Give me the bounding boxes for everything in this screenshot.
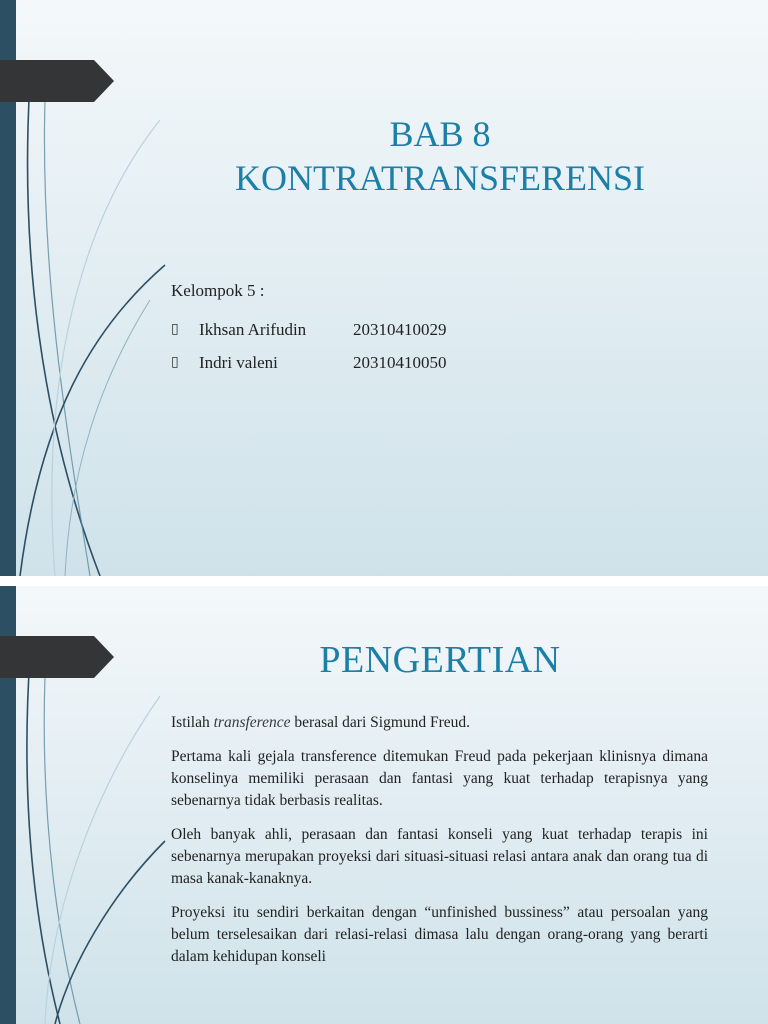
paragraph-1-prefix: Istilah — [171, 714, 214, 731]
member-row — [171, 346, 493, 379]
group-members — [171, 281, 493, 379]
arrow-tab — [0, 60, 114, 102]
slide-title — [160, 112, 720, 200]
paragraph-1-suffix: berasal dari Sigmund Freud. — [290, 714, 471, 731]
arrow-tab — [0, 636, 114, 678]
member-id: 20310410029 — [353, 319, 447, 339]
bullet-icon: ▯ — [171, 322, 179, 337]
paragraph-2: Pertama kali gejala transference ditemukan Freud pada pekerjaan klinisnya dimana konselinya memiliki perasaan dan fantasi yang kuat terhadap terapisnya yang sebenarnya tidak berbasis realitas. — [171, 748, 708, 809]
paragraph-4: Proyeksi itu sendiri berkaitan dengan “unfinished bussiness” atau persoalan yang belum terselesaikan dari relasi-relasi dimasa lalu dengan orang-orang yang berarti dalam kehidupan konseli — [171, 904, 708, 965]
definition-slide — [0, 586, 768, 1024]
member-name: Indri valeni — [199, 352, 278, 372]
slide-title: PENGERTIAN — [319, 639, 561, 681]
member-name: Ikhsan Arifudin — [199, 319, 307, 339]
italic-term: transference — [213, 714, 291, 731]
title-line-1: BAB 8 — [389, 114, 491, 154]
bullet-icon: ▯ — [171, 355, 179, 370]
member-row — [171, 313, 493, 346]
paragraph-3: Oleh banyak ahli, perasaan dan fantasi konseli yang kuat terhadap terapis ini sebenarnya merupakan proyeksi dari situasi-situasi relasi antara anak dan orang tua di masa kanak-kanaknya. — [171, 826, 708, 887]
title-line-2: KONTRATRANSFERENSI — [234, 158, 646, 198]
body-text — [171, 712, 708, 980]
paragraph-1 — [171, 712, 708, 734]
member-id: 20310410050 — [353, 352, 447, 372]
group-label: Kelompok 5 : — [171, 281, 265, 300]
